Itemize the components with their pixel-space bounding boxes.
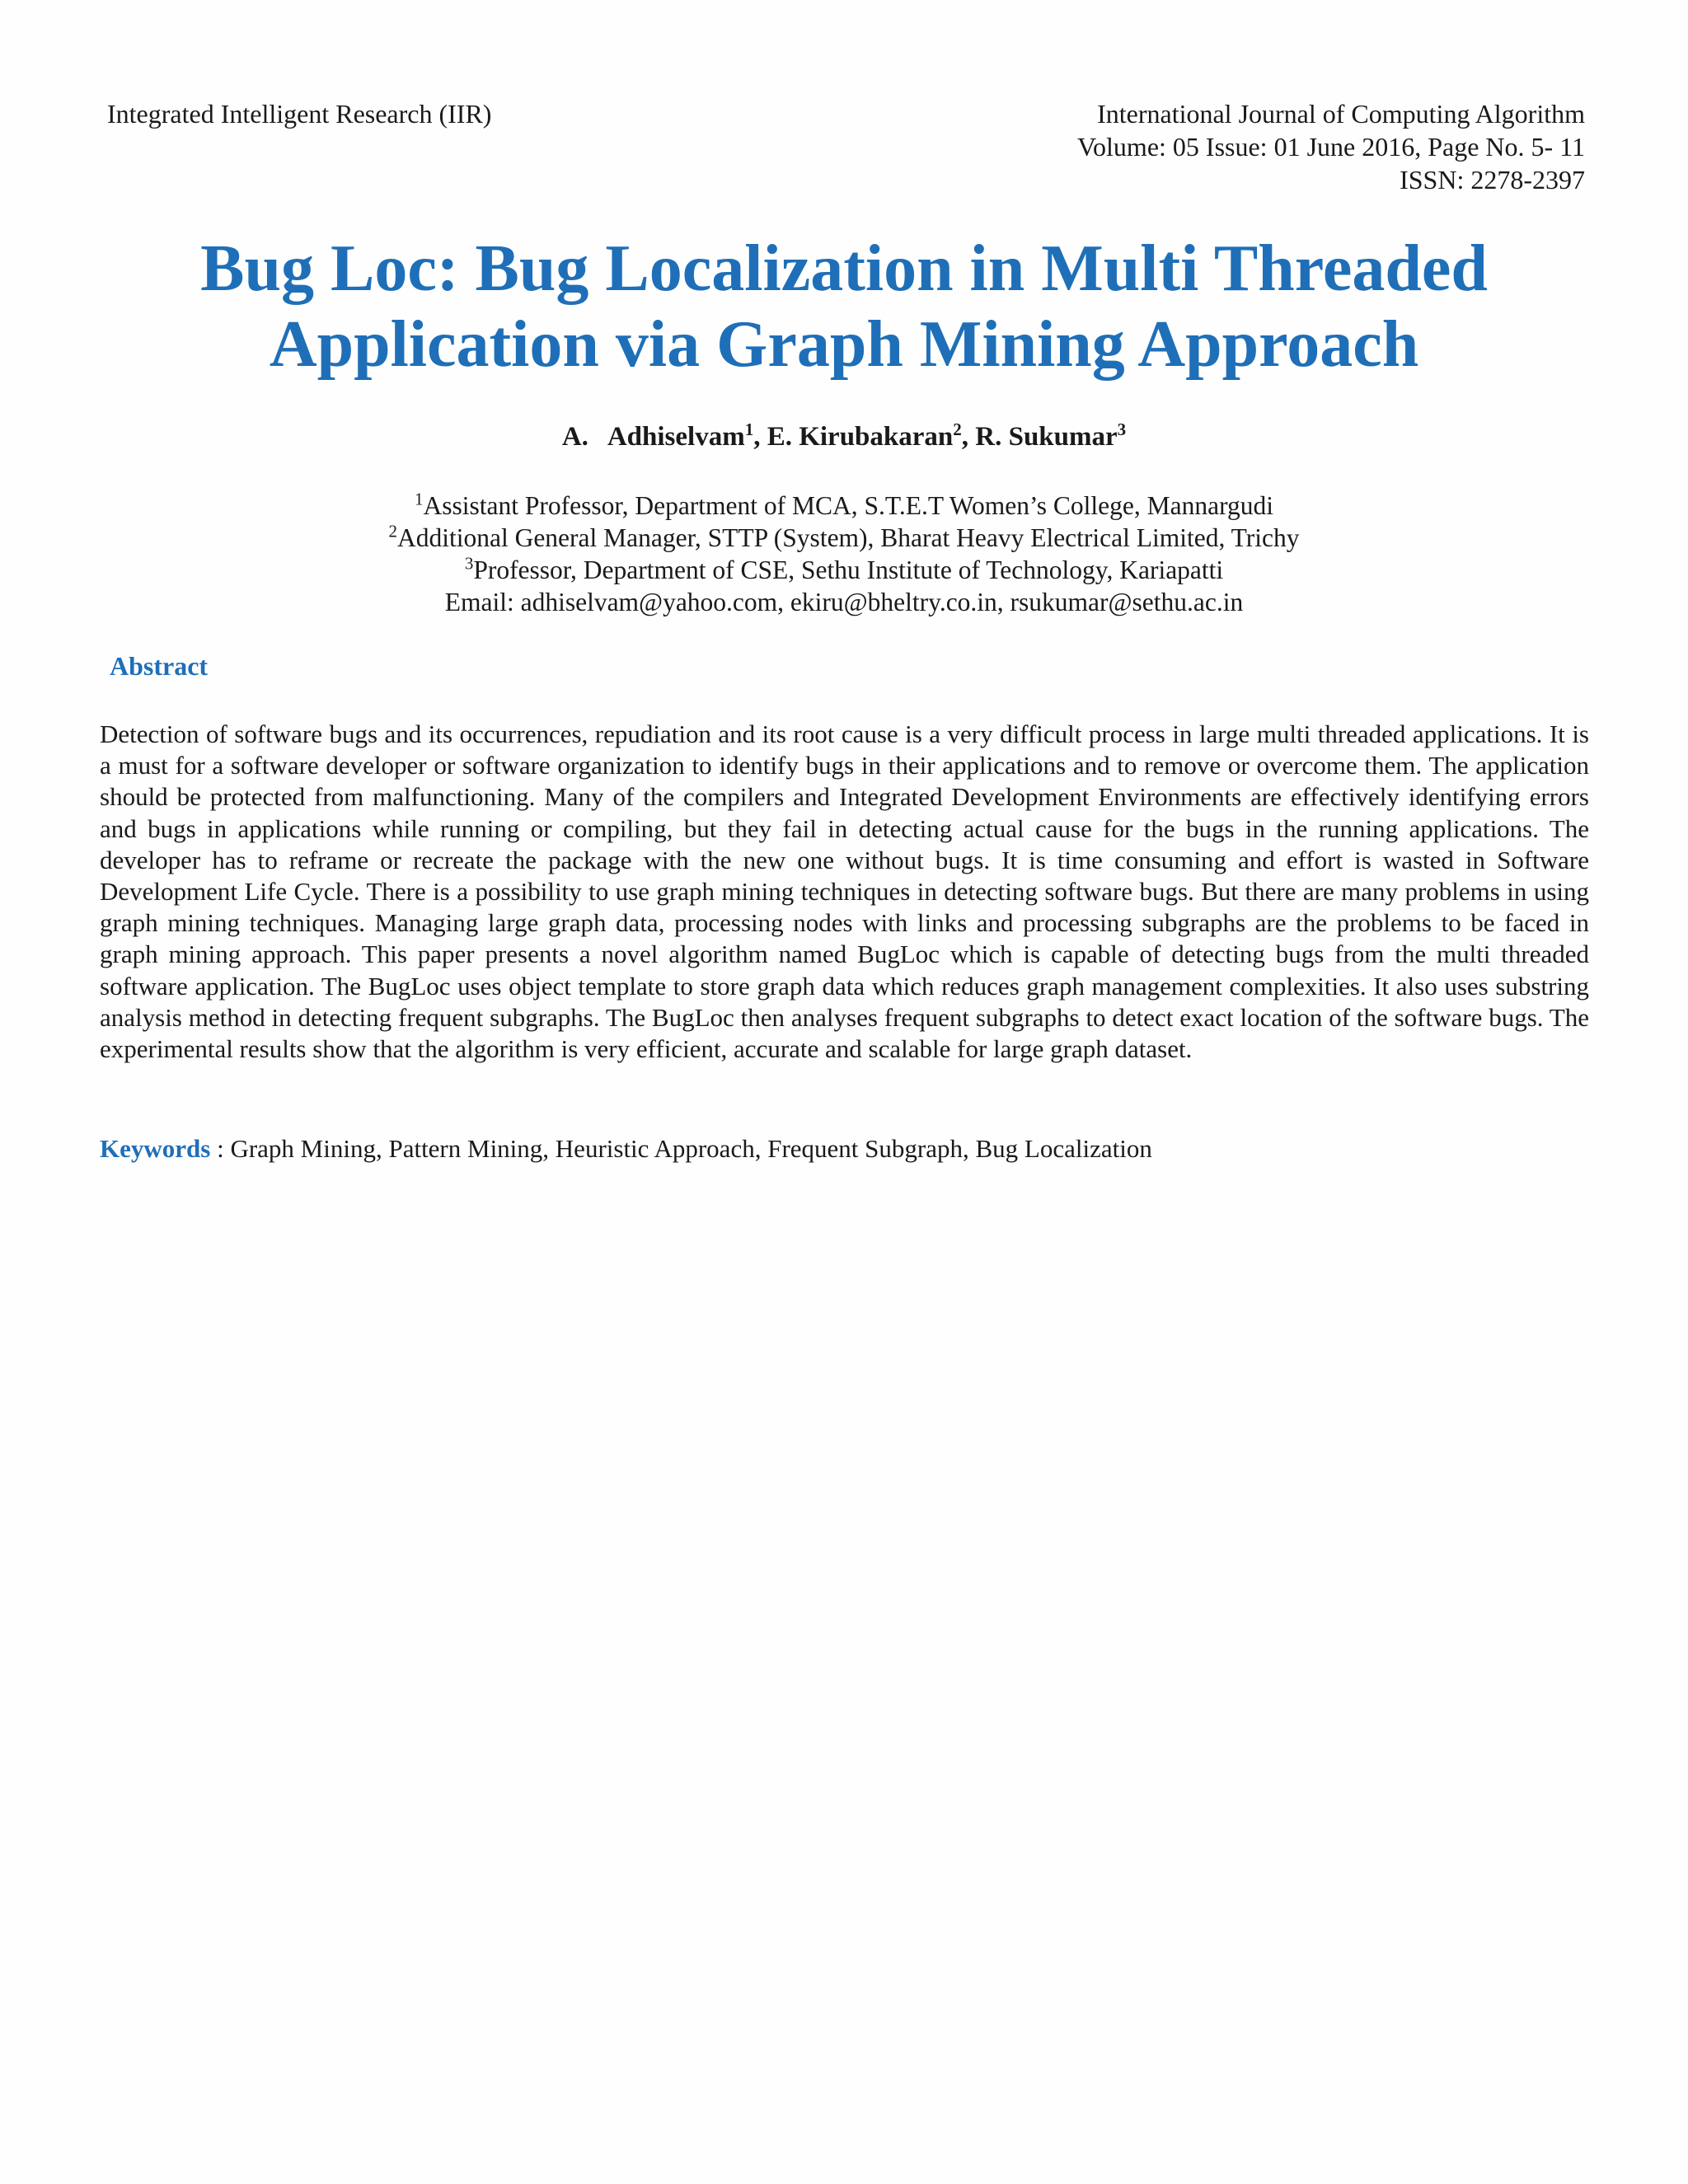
- keywords-line: [100, 1132, 1152, 1165]
- paper-title: [99, 231, 1589, 382]
- affiliation-text: Assistant Professor, Department of MCA, S.T.E.T Women’s College, Mannargudi: [423, 491, 1274, 520]
- journal-volume: Volume: 05 Issue: 01 June 2016, Page No. 5- 11: [1077, 132, 1585, 162]
- author-affil-marker: 3: [1117, 419, 1127, 439]
- author-emails: Email: adhiselvam@yahoo.com, ekiru@bheltry.co.in, rsukumar@sethu.ac.in: [444, 588, 1244, 616]
- affiliation-line: [0, 522, 1688, 554]
- author-list: A. Adhiselvam$^1$, E. Kirubakaran$^2$, R. Sukumar$^3$: [561, 419, 1127, 452]
- journal-issn: ISSN: 2278-2397: [1400, 165, 1585, 194]
- journal-name: International Journal of Computing Algorithm: [1097, 99, 1585, 129]
- author-affil-marker: 1: [744, 419, 754, 439]
- abstract-heading: Abstract: [110, 651, 209, 681]
- publisher-name: Integrated Intelligent Research (IIR): [107, 99, 492, 129]
- title-line-1: Bug Loc: Bug Localization in Multi Threaded: [200, 232, 1488, 305]
- affiliation-text: Additional General Manager, STTP (System), Bharat Heavy Electrical Limited, Trichy: [396, 523, 1300, 552]
- author-name: A. Adhiselvam: [561, 422, 745, 452]
- affiliation-block: [0, 490, 1688, 618]
- keywords-text: : Graph Mining, Pattern Mining, Heuristic Approach, Frequent Subgraph, Bug Localization: [210, 1134, 1152, 1163]
- abstract-body: Detection of software bugs and its occurrences, repudiation and its root cause is a very difficult process in large multi threaded applications. It is a must for a software developer or software organization to identify bugs in their applications and to remove or overcome them. The application should be protected from malfunctioning. Many of the compilers and Integrated Development Environments are effectively identifying errors and bugs in applications while running or compiling, but they fail in detecting actual cause for the bugs in the running applications. The developer has to reframe or recreate the package with the new one without bugs. It is time consuming and effort is wasted in Software Development Life Cycle. There is a possibility to use graph mining techniques in detecting software bugs. But there are many problems in using graph mining techniques. Managing large graph data, processing nodes with links and processing subgraphs are the problems to be faced in graph mining approach. This paper presents a novel algorithm named BugLoc which is capable of detecting bugs from the multi threaded software application. The BugLoc uses object template to store graph data which reduces graph management complexities. It also uses substring analysis method in detecting frequent subgraphs. The BugLoc then analyses frequent subgraphs to detect exact location of the software bugs. The experimental results show that the algorithm is very efficient, accurate and scalable for large graph dataset.: [100, 719, 1589, 1064]
- author-name: R. Sukumar: [975, 422, 1118, 452]
- author-affil-marker: 2: [953, 419, 962, 439]
- keywords-label: Keywords: [100, 1134, 211, 1163]
- title-line-2: Application via Graph Mining Approach: [269, 308, 1419, 381]
- affiliation-line: [0, 554, 1688, 586]
- affil-marker: 3: [464, 553, 474, 574]
- affil-marker: 1: [414, 489, 424, 509]
- affiliation-text: Professor, Department of CSE, Sethu Institute of Technology, Kariapatti: [473, 555, 1224, 584]
- author-name: E. Kirubakaran: [767, 422, 954, 452]
- journal-info: [843, 97, 1585, 196]
- affiliation-line: [0, 490, 1688, 522]
- affil-marker: 2: [388, 521, 397, 541]
